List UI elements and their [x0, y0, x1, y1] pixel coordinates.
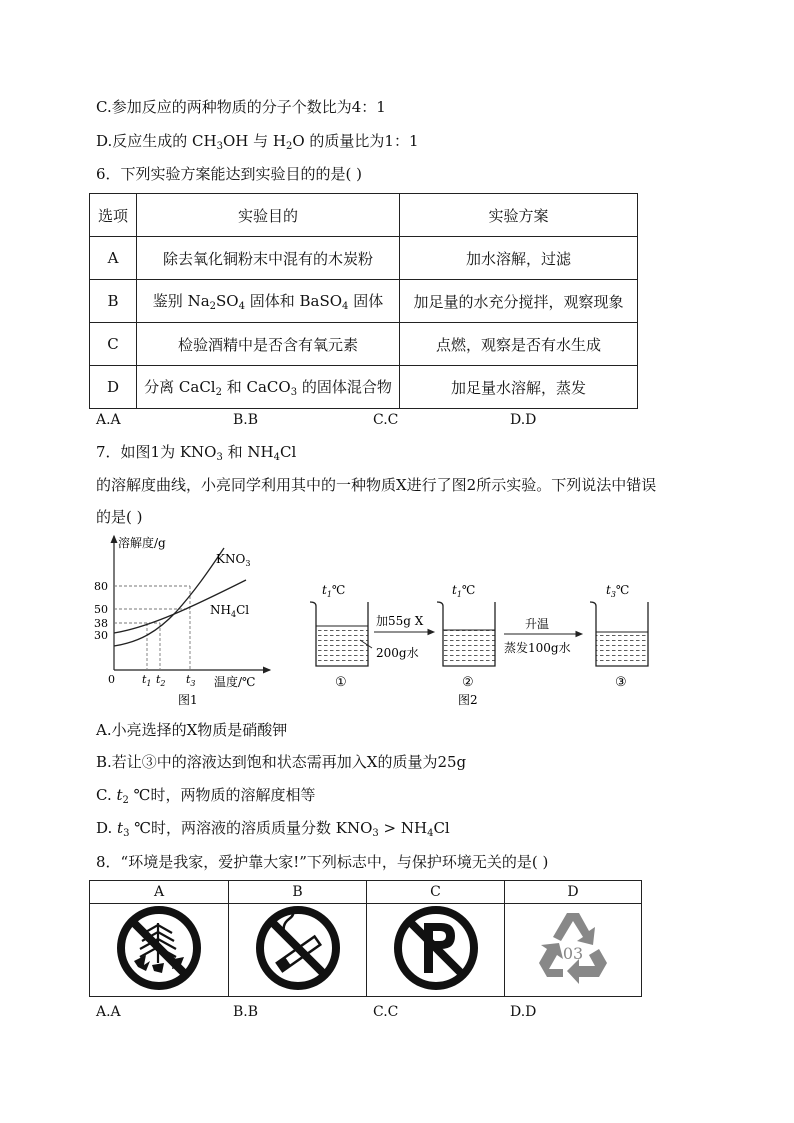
arrow2-bottom-label: 蒸发100g水	[504, 641, 571, 655]
row-goal: 除去氧化铜粉末中混有的木炭粉	[137, 237, 400, 280]
row-option: A	[90, 237, 137, 280]
kno3-curve	[114, 548, 224, 646]
choice-a[interactable]: A.A	[96, 1004, 121, 1020]
row-plan: 加水溶解，过滤	[400, 237, 638, 280]
q7-option-d: D. $t_3$ ℃时，两溶液的溶质质量分数 $KNO_3 > NH_4Cl$	[96, 819, 450, 839]
table-row	[90, 904, 642, 997]
table-row	[90, 280, 638, 323]
choice-c[interactable]: C.C	[373, 412, 399, 428]
q5-option-c: C.参加反应的两种物质的分子个数比为4：1	[96, 98, 386, 116]
nh4cl-label: $NH_4Cl$	[210, 603, 250, 619]
no-smoking-icon	[255, 905, 341, 991]
water-label: 200g水	[376, 646, 419, 660]
beaker2-number: ②	[462, 675, 474, 690]
q8-stem: 8．“环境是我家，爱护靠大家!”下列标志中，与保护环境无关的是( )	[96, 853, 549, 871]
q6-stem: 6．下列实验方案能达到实验目的的是( )	[96, 165, 363, 183]
x-tick-t1: $t_1$	[142, 673, 152, 688]
table-header-row	[90, 881, 642, 904]
y-tick: 50	[94, 603, 108, 616]
q7-option-a: A.小亮选择的X物质是硝酸钾	[96, 721, 288, 739]
y-tick: 80	[94, 580, 108, 593]
recycle-icon	[527, 905, 619, 991]
figure2-experiment	[300, 578, 662, 708]
header-goal: 实验目的	[137, 194, 400, 237]
row-plan: 加足量的水充分搅拌，观察现象	[400, 280, 638, 323]
figure1-solubility-chart	[90, 532, 275, 710]
choice-a[interactable]: A.A	[96, 412, 121, 428]
arrow2-top-label: 升温	[525, 617, 550, 631]
sign-c-cell	[367, 904, 505, 997]
choice-d[interactable]: D.D	[510, 412, 537, 428]
table-row	[90, 237, 638, 280]
choice-b[interactable]: B.B	[233, 412, 259, 428]
origin-label: 0	[108, 673, 115, 686]
q7-stem-line1: 7．如图1为 $KNO_3$ 和 $NH_4Cl$	[96, 443, 297, 463]
header-c: C	[367, 881, 505, 904]
row-goal: 分离 CaCl$_2$ 和 CaCO$_3$ 的固体混合物	[137, 366, 400, 409]
q7-stem-line2: 的溶解度曲线，小亮同学利用其中的一种物质X进行了图2所示实验。下列说法中错误	[96, 476, 657, 494]
header-b: B	[229, 881, 367, 904]
beaker1-temp: $t_1℃$	[322, 583, 346, 599]
sign-a-cell	[90, 904, 229, 997]
q6-table	[89, 193, 638, 409]
header-option: 选项	[90, 194, 137, 237]
y-axis-label: 溶解度/g	[118, 536, 166, 550]
guide-lines	[114, 586, 190, 670]
x-tick-t2: $t_2$	[156, 673, 166, 688]
beaker-1	[310, 602, 368, 666]
row-option: B	[90, 280, 137, 323]
y-tick: 38	[94, 617, 108, 630]
beaker-3	[590, 602, 648, 666]
row-goal: 检验酒精中是否含有氧元素	[137, 323, 400, 366]
header-d: D	[505, 881, 642, 904]
x-axis-label: 温度/℃	[214, 675, 256, 689]
table-header-row	[90, 194, 638, 237]
recycle-number: 03	[562, 944, 584, 963]
sign-d-cell	[505, 904, 642, 997]
sign-b-cell	[229, 904, 367, 997]
y-tick: 30	[94, 629, 108, 642]
kno3-label: $KNO_3$	[216, 552, 251, 568]
beaker2-temp: $t_1℃$	[452, 583, 476, 599]
table-row	[90, 366, 638, 409]
choice-c[interactable]: C.C	[373, 1004, 399, 1020]
beaker1-number: ①	[335, 675, 347, 690]
beaker3-number: ③	[615, 675, 627, 690]
no-logging-icon	[116, 905, 202, 991]
row-plan: 加足量水溶解，蒸发	[400, 366, 638, 409]
row-option: C	[90, 323, 137, 366]
q6-choices	[96, 412, 656, 432]
header-a: A	[90, 881, 229, 904]
q8-table	[89, 880, 642, 997]
row-goal: 鉴别 $Na_2SO_4$ 固体和 BaSO$_4$ 固体	[137, 280, 400, 323]
q7-option-c: C. $t_2$ ℃时，两物质的溶解度相等	[96, 786, 316, 806]
beaker3-temp: $t_3℃$	[606, 583, 630, 599]
arrow1-label: 加55g X	[376, 614, 424, 628]
no-parking-icon	[393, 905, 479, 991]
q7-stem-line3: 的是( )	[96, 508, 143, 526]
q8-choices	[96, 1004, 656, 1024]
x-tick-t3: $t_3$	[186, 673, 196, 688]
choice-d[interactable]: D.D	[510, 1004, 537, 1020]
q7-option-b: B.若让③中的溶液达到饱和状态需再加入X的质量为25g	[96, 753, 467, 771]
q5-option-d: D.反应生成的 $CH_3OH$ 与 $H_2O$ 的质量比为1：1	[96, 132, 419, 152]
beaker-2	[437, 602, 495, 666]
figure1-caption: 图1	[178, 693, 198, 707]
figure2-caption: 图2	[458, 693, 478, 707]
row-plan: 点燃，观察是否有水生成	[400, 323, 638, 366]
table-row	[90, 323, 638, 366]
row-option: D	[90, 366, 137, 409]
header-plan: 实验方案	[400, 194, 638, 237]
choice-b[interactable]: B.B	[233, 1004, 259, 1020]
